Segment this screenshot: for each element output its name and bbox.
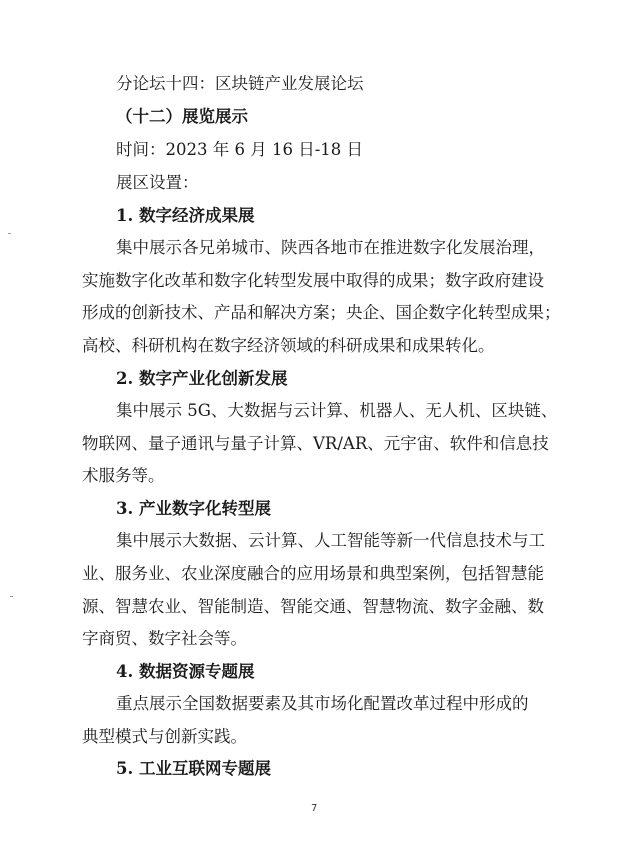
paragraph-line: 集中展示 5G、大数据与云计算、机器人、无人机、区块链、 <box>116 401 558 420</box>
exhibition-area-label: 展区设置： <box>116 173 199 192</box>
paragraph-line: 术服务等。 <box>82 466 165 485</box>
paragraph-line: 字商贸、数字社会等。 <box>82 629 247 648</box>
subheading-industrial-internet: 5. 工业互联网专题展 <box>116 759 271 778</box>
scan-speck <box>8 233 11 234</box>
paragraph-line: 集中展示各兄弟城市、陕西各地市在推进数字化发展治理， <box>116 238 545 257</box>
subheading-data-resources: 4. 数据资源专题展 <box>116 662 255 681</box>
paragraph-line: 源、智慧农业、智能制造、智能交通、智慧物流、数字金融、数 <box>82 597 544 616</box>
subheading-digital-industrialization: 2. 数字产业化创新发展 <box>116 369 288 388</box>
subheading-digital-economy: 1. 数字经济成果展 <box>116 206 255 225</box>
subheading-industrial-digitalization: 3. 产业数字化转型展 <box>116 499 271 518</box>
paragraph-line: 实施数字化改革和数字化转型发展中取得的成果；数字政府建设 <box>82 271 544 290</box>
exhibition-time-line: 时间：2023 年 6 月 16 日-18 日 <box>116 140 364 159</box>
paragraph-line: 高校、科研机构在数字经济领域的科研成果和成果转化。 <box>82 336 495 355</box>
paragraph-line: 重点展示全国数据要素及其市场化配置改革过程中形成的 <box>116 694 529 713</box>
forum-fourteen-line: 分论坛十四：区块链产业发展论坛 <box>116 74 364 93</box>
paragraph-line: 集中展示大数据、云计算、人工智能等新一代信息技术与工 <box>116 531 545 550</box>
paragraph-line: 物联网、量子通讯与量子计算、VR/AR、元宇宙、软件和信息技 <box>82 434 549 453</box>
paragraph-line: 形成的创新技术、产品和解决方案；央企、国企数字化转型成果； <box>82 303 561 322</box>
paragraph-line: 典型模式与创新实践。 <box>82 727 247 746</box>
page-number: 7 <box>311 803 318 814</box>
scan-speck <box>10 596 13 597</box>
paragraph-line: 业、服务业、农业深度融合的应用场景和典型案例，包括智慧能 <box>82 564 544 583</box>
section-heading-exhibition: （十二）展览展示 <box>116 107 248 126</box>
